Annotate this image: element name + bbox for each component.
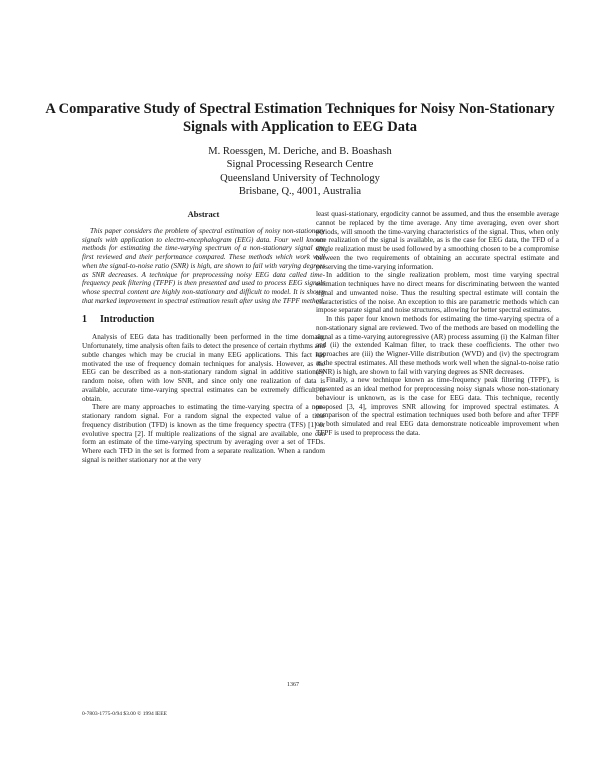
right-paragraph-2: In addition to the single realization problem, most time varying spectral estimation techniques have no direct means for discriminating between the wanted signal and unwanted noise. Thus the resulting spectral estimate will contain the characteristics of the noise. An exception to this are parametric methods which can impose separate signal and noise structures, allowing for better spectral estimates.	[316, 271, 559, 315]
author-names: M. Roessgen, M. Deriche, and B. Boashash	[208, 146, 392, 157]
abstract-heading: Abstract	[187, 209, 220, 219]
left-column	[82, 210, 325, 465]
intro-paragraph-1: Analysis of EEG data has traditionally been performed in the time domain. Unfortunately, time analysis often fails to detect the presence of certain rhythms and subtle changes which may be crucial in many EEG applications. This fact has motivated the use of frequency domain techniques for analysis. However, as the EEG can be described as a non-stationary random signal in additive stationary random noise, often with low SNR, and since only one realization of data is available, accurate time-varying spectral estimates can be extremely difficult to obtain.	[82, 333, 325, 403]
abstract-text: This paper considers the problem of spectral estimation of noisy non-stationary signals with application to electro-encephalogram (EEG) data. Four well known methods for estimating the time-varying spectrum of a non-stationary signal are first reviewed and their performance compared. These methods which work well when the signal-to-noise ratio (SNR) is high, are shown to fail with varying degrees as SNR decreases. A technique for preprocessing noisy EEG data called time-frequency peak filtering (TFPF) is then presented and used to process EEG signals whose spectral content are highly non-stationary and difficult to model. It is shown that marked improvement in spectral estimation result after using the TFPF method.	[82, 226, 325, 305]
right-paragraph-3: In this paper four known methods for estimating the time-varying spectra of a non-stationary signal are reviewed. Two of the methods are based on modelling the signal as a time-varying autoregressive (AR) process assuming (i) the Kalman filter and (ii) the extended Kalman filter, to track these coefficients. The other two approaches are (iii) the Wigner-Ville distribution (WVD) and (iv) the spectrogram as the spectral estimates. All these methods work well when the signal-to-noise ratio (SNR) is high, are shown to fail with varying degrees as SNR decreases.	[316, 315, 559, 376]
section-title: Introduction	[100, 313, 155, 325]
page-number: 1367	[287, 682, 299, 688]
right-paragraph-1: least quasi-stationary, ergodicity cannot be assumed, and thus the ensemble average cannot be replaced by the time average. Any time averaging, even over short periods, will smooth the time-varying characteristics of the signal. Thus, when only one realization of the signal is available, as is the case for EEG data, the TFD of a single realization must be used followed by a smoothing chosen to be a compromise between the two requirements of obtaining an accurate spectral estimate and preserving the time-varying information.	[316, 210, 559, 271]
section-number: 1	[82, 313, 87, 325]
author-block	[100, 145, 500, 199]
section-heading-introduction	[82, 313, 325, 325]
copyright-code: 0-7803-1775-0/94 $3.00 © 1994 IEEE	[82, 711, 167, 717]
right-column	[316, 210, 559, 438]
affiliation-university: Queensland University of Technology	[220, 172, 380, 184]
right-paragraph-4: Finally, a new technique known as time-frequency peak filtering (TFPF), is presented as an ideal method for preprocessing noisy signals whose non-stationary behaviour is unknown, as is the case for EEG data. This technique, recently proposed [3, 4], improves SNR allowing for improved spectral estimates. A comparison of the spectral estimation techniques used both before and after TFPF on both simulated and real EEG data demonstrate noticeable improvement when TFPF is used to preprocess the data.	[316, 376, 559, 437]
affiliation-centre: Signal Processing Research Centre	[226, 159, 374, 171]
intro-paragraph-2: There are many approaches to estimating the time-varying spectra of a non-stationary random signal. For a random signal the expected value of a time frequency distribution (TFD) is known as the time frequency spectra (TFS) [1] or evolutive spectra [2]. If multiple realizations of the signal are available, one can form an estimate of the time-varying spectrum by averaging over a set of TFDs. Where each TFD in the set is formed from a separate realization. When a random signal is neither stationary nor at the very	[82, 403, 325, 464]
affiliation-city: Brisbane, Q., 4001, Australia	[238, 186, 362, 198]
paper-title: A Comparative Study of Spectral Estimation Techniques for Noisy Non-Stationary Signals with Application to EEG Data	[45, 101, 555, 135]
